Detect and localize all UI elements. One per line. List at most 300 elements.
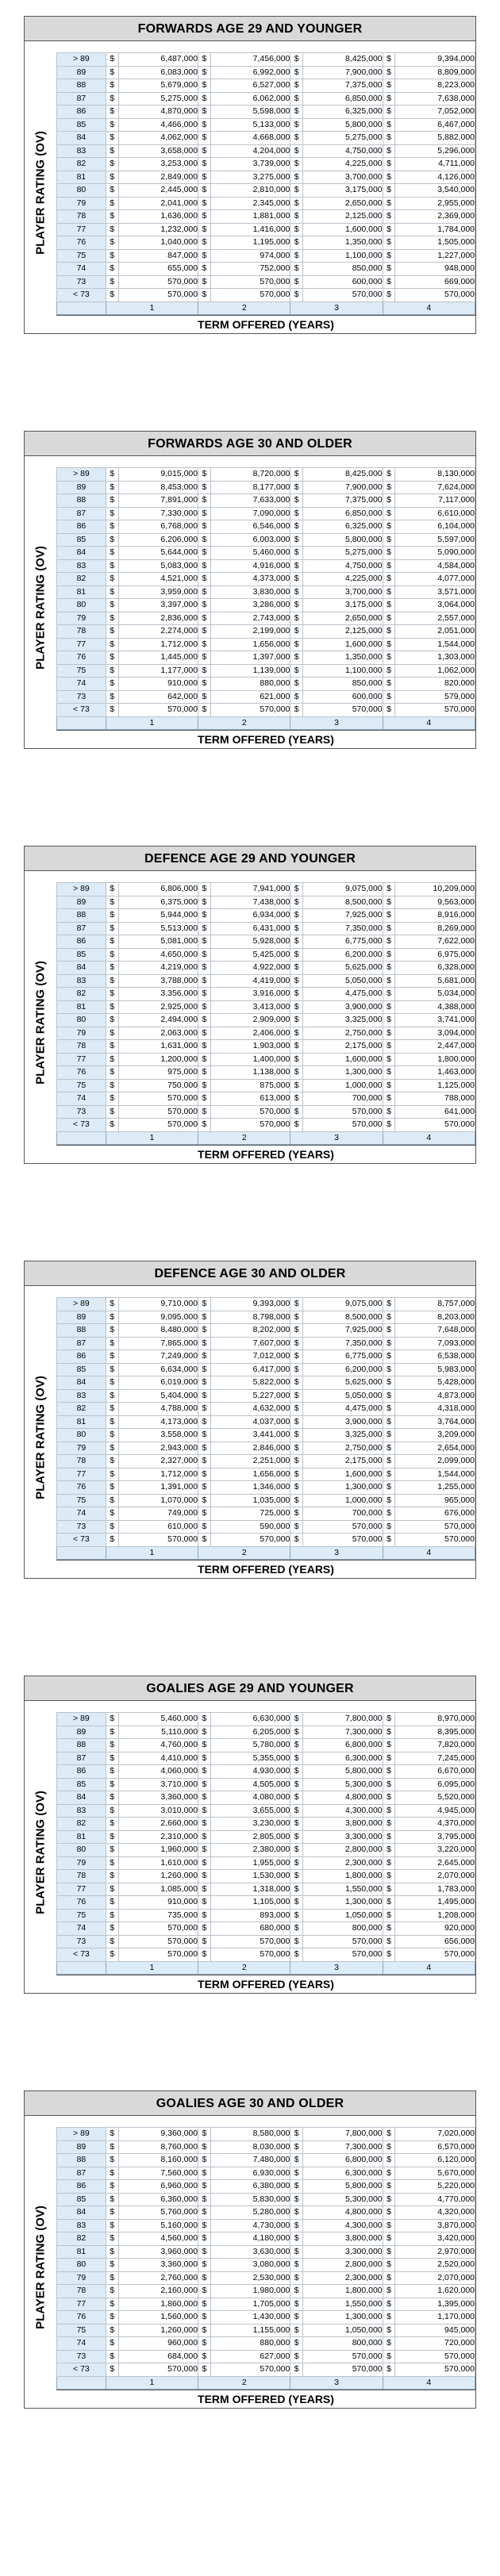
currency-symbol: $ — [383, 1844, 395, 1857]
currency-symbol: $ — [106, 1415, 118, 1429]
term-cell: 3 — [290, 301, 383, 315]
salary-value: 5,355,000 — [210, 1752, 290, 1765]
rating-cell: 77 — [57, 1468, 106, 1481]
currency-symbol: $ — [290, 2259, 303, 2272]
currency-symbol: $ — [383, 158, 395, 171]
currency-symbol: $ — [383, 53, 395, 67]
salary-table — [56, 1297, 475, 1560]
salary-value: 1,300,000 — [303, 1896, 383, 1910]
rating-cell: 84 — [57, 547, 106, 560]
term-cell: 2 — [198, 1131, 290, 1145]
table-row — [57, 1804, 475, 1818]
salary-value: 2,051,000 — [395, 625, 475, 639]
salary-value: 788,000 — [395, 1092, 475, 1106]
salary-value: 6,960,000 — [118, 2180, 198, 2194]
table-row — [57, 106, 475, 119]
salary-value: 4,945,000 — [395, 1804, 475, 1818]
table-row — [57, 223, 475, 236]
currency-symbol: $ — [198, 158, 211, 171]
salary-value: 1,125,000 — [395, 1079, 475, 1092]
salary-value: 5,050,000 — [303, 1389, 383, 1403]
salary-value: 570,000 — [118, 1948, 198, 1962]
salary-value: 1,105,000 — [210, 1896, 290, 1910]
salary-value: 8,203,000 — [395, 1311, 475, 1324]
rating-cell: 80 — [57, 1844, 106, 1857]
salary-value: 6,083,000 — [118, 66, 198, 79]
currency-symbol: $ — [198, 1520, 211, 1534]
term-cell: 4 — [383, 1961, 475, 1975]
rating-cell: 74 — [57, 2337, 106, 2351]
rating-cell: 84 — [57, 962, 106, 975]
salary-value: 5,597,000 — [395, 533, 475, 547]
salary-value: 880,000 — [210, 2337, 290, 2351]
currency-symbol: $ — [383, 2337, 395, 2351]
rating-cell: 79 — [57, 1856, 106, 1870]
salary-value: 3,959,000 — [118, 585, 198, 599]
currency-symbol: $ — [290, 1481, 303, 1495]
term-corner-cell — [57, 1131, 106, 1145]
term-corner-cell — [57, 716, 106, 730]
salary-value: 4,750,000 — [303, 144, 383, 158]
currency-symbol: $ — [106, 1830, 118, 1844]
salary-value: 3,441,000 — [210, 1429, 290, 1442]
salary-value: 1,100,000 — [303, 249, 383, 263]
currency-symbol: $ — [198, 2324, 211, 2337]
salary-value: 5,800,000 — [303, 118, 383, 132]
salary-value: 570,000 — [303, 2350, 383, 2363]
salary-value: 4,037,000 — [210, 1415, 290, 1429]
salary-value: 1,610,000 — [118, 1856, 198, 1870]
currency-symbol: $ — [383, 2232, 395, 2246]
currency-symbol: $ — [290, 585, 303, 599]
table-row — [57, 690, 475, 704]
salary-value: 5,425,000 — [210, 948, 290, 962]
currency-symbol: $ — [290, 2167, 303, 2180]
salary-value: 570,000 — [118, 1092, 198, 1106]
salary-value: 8,030,000 — [210, 2140, 290, 2154]
rating-cell: 83 — [57, 974, 106, 988]
rating-cell: 87 — [57, 1752, 106, 1765]
term-cell: 2 — [198, 1961, 290, 1975]
salary-value: 4,632,000 — [210, 1403, 290, 1416]
currency-symbol: $ — [106, 1014, 118, 1027]
salary-value: 2,760,000 — [118, 2271, 198, 2285]
currency-symbol: $ — [383, 2324, 395, 2337]
currency-symbol: $ — [198, 481, 211, 494]
currency-symbol: $ — [383, 896, 395, 909]
currency-symbol: $ — [198, 1363, 211, 1376]
currency-symbol: $ — [290, 236, 303, 250]
currency-symbol: $ — [383, 2154, 395, 2167]
table-row — [57, 678, 475, 691]
currency-symbol: $ — [383, 263, 395, 276]
salary-value: 1,980,000 — [210, 2285, 290, 2298]
salary-value: 5,983,000 — [395, 1363, 475, 1376]
rating-cell: 73 — [57, 1105, 106, 1119]
salary-value: 570,000 — [395, 289, 475, 302]
currency-symbol: $ — [106, 612, 118, 625]
salary-value: 3,300,000 — [303, 1830, 383, 1844]
currency-symbol: $ — [106, 2350, 118, 2363]
currency-symbol: $ — [198, 935, 211, 949]
rating-cell: 89 — [57, 481, 106, 494]
rating-cell: 73 — [57, 1520, 106, 1534]
table-row — [57, 704, 475, 717]
salary-value: 4,788,000 — [118, 1403, 198, 1416]
currency-symbol: $ — [198, 2298, 211, 2311]
currency-symbol: $ — [106, 249, 118, 263]
rating-cell: 78 — [57, 2285, 106, 2298]
currency-symbol: $ — [383, 2140, 395, 2154]
rating-cell: 79 — [57, 612, 106, 625]
currency-symbol: $ — [198, 2128, 211, 2141]
salary-value: 3,870,000 — [395, 2219, 475, 2232]
table-row — [57, 2140, 475, 2154]
y-axis-label: PLAYER RATING (OV) — [33, 961, 48, 1085]
currency-symbol: $ — [106, 2219, 118, 2232]
table-row — [57, 171, 475, 184]
salary-value: 6,930,000 — [210, 2167, 290, 2180]
salary-value: 9,563,000 — [395, 896, 475, 909]
table-row — [57, 1713, 475, 1726]
salary-value: 7,633,000 — [210, 494, 290, 508]
currency-symbol: $ — [106, 1442, 118, 1455]
salary-value: 570,000 — [118, 1935, 198, 1948]
table-row — [57, 1520, 475, 1534]
rating-cell: 83 — [57, 2219, 106, 2232]
currency-symbol: $ — [106, 664, 118, 678]
salary-value: 4,475,000 — [303, 1403, 383, 1416]
salary-value: 9,015,000 — [118, 468, 198, 482]
salary-value: 1,550,000 — [303, 1883, 383, 1896]
currency-symbol: $ — [106, 1350, 118, 1364]
salary-value: 642,000 — [118, 690, 198, 704]
y-axis-label-cell — [25, 1297, 56, 1578]
currency-symbol: $ — [383, 1726, 395, 1739]
currency-symbol: $ — [198, 625, 211, 639]
salary-value: 9,710,000 — [118, 1298, 198, 1311]
currency-symbol: $ — [198, 2311, 211, 2325]
salary-value: 2,300,000 — [303, 2271, 383, 2285]
currency-symbol: $ — [106, 263, 118, 276]
x-axis-label: TERM OFFERED (YEARS) — [56, 1145, 475, 1163]
salary-value: 5,928,000 — [210, 935, 290, 949]
currency-symbol: $ — [106, 92, 118, 106]
salary-value: 8,425,000 — [303, 53, 383, 67]
salary-value: 2,494,000 — [118, 1014, 198, 1027]
currency-symbol: $ — [383, 1468, 395, 1481]
currency-symbol: $ — [290, 1027, 303, 1040]
currency-symbol: $ — [198, 1844, 211, 1857]
rating-cell: 88 — [57, 1324, 106, 1338]
term-cell: 1 — [106, 1546, 198, 1560]
currency-symbol: $ — [290, 547, 303, 560]
rating-cell: 75 — [57, 2324, 106, 2337]
currency-symbol: $ — [198, 2337, 211, 2351]
currency-symbol: $ — [198, 171, 211, 184]
salary-value: 1,260,000 — [118, 1870, 198, 1883]
salary-value: 4,922,000 — [210, 962, 290, 975]
salary-value: 9,095,000 — [118, 1311, 198, 1324]
table-row — [57, 1027, 475, 1040]
salary-value: 3,739,000 — [210, 158, 290, 171]
term-row — [57, 301, 475, 315]
salary-value: 2,849,000 — [118, 171, 198, 184]
salary-value: 4,180,000 — [210, 2232, 290, 2246]
salary-value: 5,428,000 — [395, 1376, 475, 1390]
salary-value: 8,425,000 — [303, 468, 383, 482]
salary-value: 965,000 — [395, 1494, 475, 1507]
currency-symbol: $ — [383, 585, 395, 599]
currency-symbol: $ — [383, 2167, 395, 2180]
salary-value: 1,705,000 — [210, 2298, 290, 2311]
currency-symbol: $ — [198, 289, 211, 302]
currency-symbol: $ — [198, 1376, 211, 1390]
currency-symbol: $ — [290, 92, 303, 106]
salary-value: 7,012,000 — [210, 1350, 290, 1364]
currency-symbol: $ — [198, 132, 211, 145]
currency-symbol: $ — [198, 2285, 211, 2298]
currency-symbol: $ — [198, 651, 211, 665]
salary-value: 750,000 — [118, 1079, 198, 1092]
currency-symbol: $ — [106, 935, 118, 949]
currency-symbol: $ — [198, 1324, 211, 1338]
salary-value: 6,003,000 — [210, 533, 290, 547]
currency-symbol: $ — [198, 210, 211, 224]
salary-value: 7,438,000 — [210, 896, 290, 909]
currency-symbol: $ — [383, 144, 395, 158]
salary-value: 570,000 — [395, 1119, 475, 1132]
currency-symbol: $ — [106, 1818, 118, 1831]
currency-symbol: $ — [290, 1389, 303, 1403]
salary-value: 1,600,000 — [303, 1053, 383, 1066]
currency-symbol: $ — [383, 1066, 395, 1080]
currency-symbol: $ — [106, 210, 118, 224]
salary-value: 2,909,000 — [210, 1014, 290, 1027]
salary-value: 4,521,000 — [118, 573, 198, 586]
salary-value: 1,155,000 — [210, 2324, 290, 2337]
currency-symbol: $ — [290, 171, 303, 184]
salary-value: 1,505,000 — [395, 236, 475, 250]
currency-symbol: $ — [106, 2298, 118, 2311]
currency-symbol: $ — [198, 1883, 211, 1896]
salary-value: 4,730,000 — [210, 2219, 290, 2232]
currency-symbol: $ — [290, 2271, 303, 2285]
currency-symbol: $ — [106, 2271, 118, 2285]
currency-symbol: $ — [383, 573, 395, 586]
currency-symbol: $ — [198, 1027, 211, 1040]
rating-cell: 87 — [57, 507, 106, 520]
salary-value: 8,160,000 — [118, 2154, 198, 2167]
currency-symbol: $ — [106, 1429, 118, 1442]
salary-table — [56, 52, 475, 315]
currency-symbol: $ — [290, 1844, 303, 1857]
salary-value: 570,000 — [118, 1119, 198, 1132]
currency-symbol: $ — [383, 935, 395, 949]
currency-symbol: $ — [290, 1765, 303, 1779]
currency-symbol: $ — [106, 1778, 118, 1791]
rating-cell: 86 — [57, 106, 106, 119]
salary-value: 700,000 — [303, 1507, 383, 1521]
rating-cell: 80 — [57, 599, 106, 612]
salary-value: 5,227,000 — [210, 1389, 290, 1403]
currency-symbol: $ — [290, 664, 303, 678]
table-row — [57, 1324, 475, 1338]
currency-symbol: $ — [198, 573, 211, 586]
currency-symbol: $ — [290, 1455, 303, 1468]
salary-value: 2,070,000 — [395, 1870, 475, 1883]
table-row — [57, 547, 475, 560]
currency-symbol: $ — [383, 1389, 395, 1403]
salary-value: 6,095,000 — [395, 1778, 475, 1791]
currency-symbol: $ — [290, 1534, 303, 1547]
salary-value: 3,558,000 — [118, 1429, 198, 1442]
currency-symbol: $ — [383, 1909, 395, 1922]
currency-symbol: $ — [290, 2180, 303, 2194]
salary-value: 655,000 — [118, 263, 198, 276]
salary-value: 570,000 — [210, 1948, 290, 1962]
term-cell: 1 — [106, 1131, 198, 1145]
currency-symbol: $ — [383, 883, 395, 896]
rating-cell: 83 — [57, 1804, 106, 1818]
table-row — [57, 909, 475, 923]
rating-cell: 85 — [57, 118, 106, 132]
currency-symbol: $ — [198, 922, 211, 935]
currency-symbol: $ — [290, 559, 303, 573]
rating-cell: 88 — [57, 79, 106, 93]
salary-value: 570,000 — [210, 1935, 290, 1948]
salary-value: 2,369,000 — [395, 210, 475, 224]
rating-cell: < 73 — [57, 1534, 106, 1547]
currency-symbol: $ — [106, 1389, 118, 1403]
salary-value: 6,975,000 — [395, 948, 475, 962]
salary-value: 4,300,000 — [303, 2219, 383, 2232]
salary-value: 5,296,000 — [395, 144, 475, 158]
currency-symbol: $ — [383, 1818, 395, 1831]
salary-value: 5,800,000 — [303, 533, 383, 547]
rating-cell: 80 — [57, 184, 106, 198]
salary-value: 2,645,000 — [395, 1856, 475, 1870]
rating-cell: 76 — [57, 651, 106, 665]
currency-symbol: $ — [198, 1726, 211, 1739]
currency-symbol: $ — [106, 1752, 118, 1765]
currency-symbol: $ — [106, 678, 118, 691]
rating-cell: > 89 — [57, 1298, 106, 1311]
salary-value: 850,000 — [303, 678, 383, 691]
salary-value: 880,000 — [210, 678, 290, 691]
currency-symbol: $ — [383, 1363, 395, 1376]
currency-symbol: $ — [290, 1403, 303, 1416]
rating-cell: 80 — [57, 2259, 106, 2272]
salary-value: 7,638,000 — [395, 92, 475, 106]
salary-value: 4,225,000 — [303, 158, 383, 171]
table-row — [57, 2219, 475, 2232]
salary-value: 1,000,000 — [303, 1079, 383, 1092]
table-row — [57, 1818, 475, 1831]
currency-symbol: $ — [383, 1311, 395, 1324]
currency-symbol: $ — [198, 197, 211, 210]
rating-cell: 79 — [57, 2271, 106, 2285]
table-title: FORWARDS AGE 29 AND YOUNGER — [24, 16, 476, 41]
currency-symbol: $ — [198, 948, 211, 962]
currency-symbol: $ — [290, 625, 303, 639]
rating-cell: 86 — [57, 1765, 106, 1779]
salary-value: 7,300,000 — [303, 2140, 383, 2154]
table-row — [57, 1844, 475, 1857]
salary-value: 1,600,000 — [303, 223, 383, 236]
currency-symbol: $ — [106, 651, 118, 665]
currency-symbol: $ — [383, 1455, 395, 1468]
salary-value: 1,232,000 — [118, 223, 198, 236]
rating-cell: 84 — [57, 2206, 106, 2220]
rating-cell: 76 — [57, 236, 106, 250]
table-row — [57, 1856, 475, 1870]
table-row — [57, 275, 475, 289]
salary-value: 4,873,000 — [395, 1389, 475, 1403]
salary-value: 3,209,000 — [395, 1429, 475, 1442]
currency-symbol: $ — [198, 507, 211, 520]
salary-value: 4,475,000 — [303, 988, 383, 1001]
salary-value: 6,538,000 — [395, 1350, 475, 1364]
currency-symbol: $ — [198, 2245, 211, 2259]
currency-symbol: $ — [106, 1948, 118, 1962]
table-grid — [56, 467, 475, 748]
currency-symbol: $ — [383, 1298, 395, 1311]
currency-symbol: $ — [383, 1713, 395, 1726]
salary-value: 570,000 — [303, 289, 383, 302]
currency-symbol: $ — [198, 1713, 211, 1726]
currency-symbol: $ — [383, 171, 395, 184]
currency-symbol: $ — [383, 184, 395, 198]
currency-symbol: $ — [290, 612, 303, 625]
salary-value: 6,360,000 — [118, 2193, 198, 2206]
table-row — [57, 533, 475, 547]
salary-value: 4,584,000 — [395, 559, 475, 573]
currency-symbol: $ — [198, 263, 211, 276]
currency-symbol: $ — [290, 2219, 303, 2232]
salary-value: 3,830,000 — [210, 585, 290, 599]
salary-value: 800,000 — [303, 2337, 383, 2351]
currency-symbol: $ — [106, 1376, 118, 1390]
salary-value: 2,654,000 — [395, 1442, 475, 1455]
currency-symbol: $ — [198, 1752, 211, 1765]
table-row — [57, 935, 475, 949]
salary-value: 3,540,000 — [395, 184, 475, 198]
salary-value: 2,070,000 — [395, 2271, 475, 2285]
currency-symbol: $ — [198, 1442, 211, 1455]
salary-value: 1,138,000 — [210, 1066, 290, 1080]
salary-value: 910,000 — [118, 678, 198, 691]
salary-value: 641,000 — [395, 1105, 475, 1119]
salary-value: 613,000 — [210, 1092, 290, 1106]
currency-symbol: $ — [106, 507, 118, 520]
salary-value: 570,000 — [118, 1922, 198, 1936]
salary-value: 4,870,000 — [118, 106, 198, 119]
salary-value: 6,775,000 — [303, 935, 383, 949]
salary-value: 7,052,000 — [395, 106, 475, 119]
currency-symbol: $ — [290, 599, 303, 612]
table-row — [57, 1363, 475, 1376]
currency-symbol: $ — [290, 1922, 303, 1936]
currency-symbol: $ — [383, 2245, 395, 2259]
salary-value: 4,711,000 — [395, 158, 475, 171]
salary-value: 5,275,000 — [303, 547, 383, 560]
salary-value: 3,413,000 — [210, 1000, 290, 1014]
currency-symbol: $ — [198, 2232, 211, 2246]
currency-symbol: $ — [383, 1922, 395, 1936]
currency-symbol: $ — [383, 1105, 395, 1119]
currency-symbol: $ — [290, 263, 303, 276]
